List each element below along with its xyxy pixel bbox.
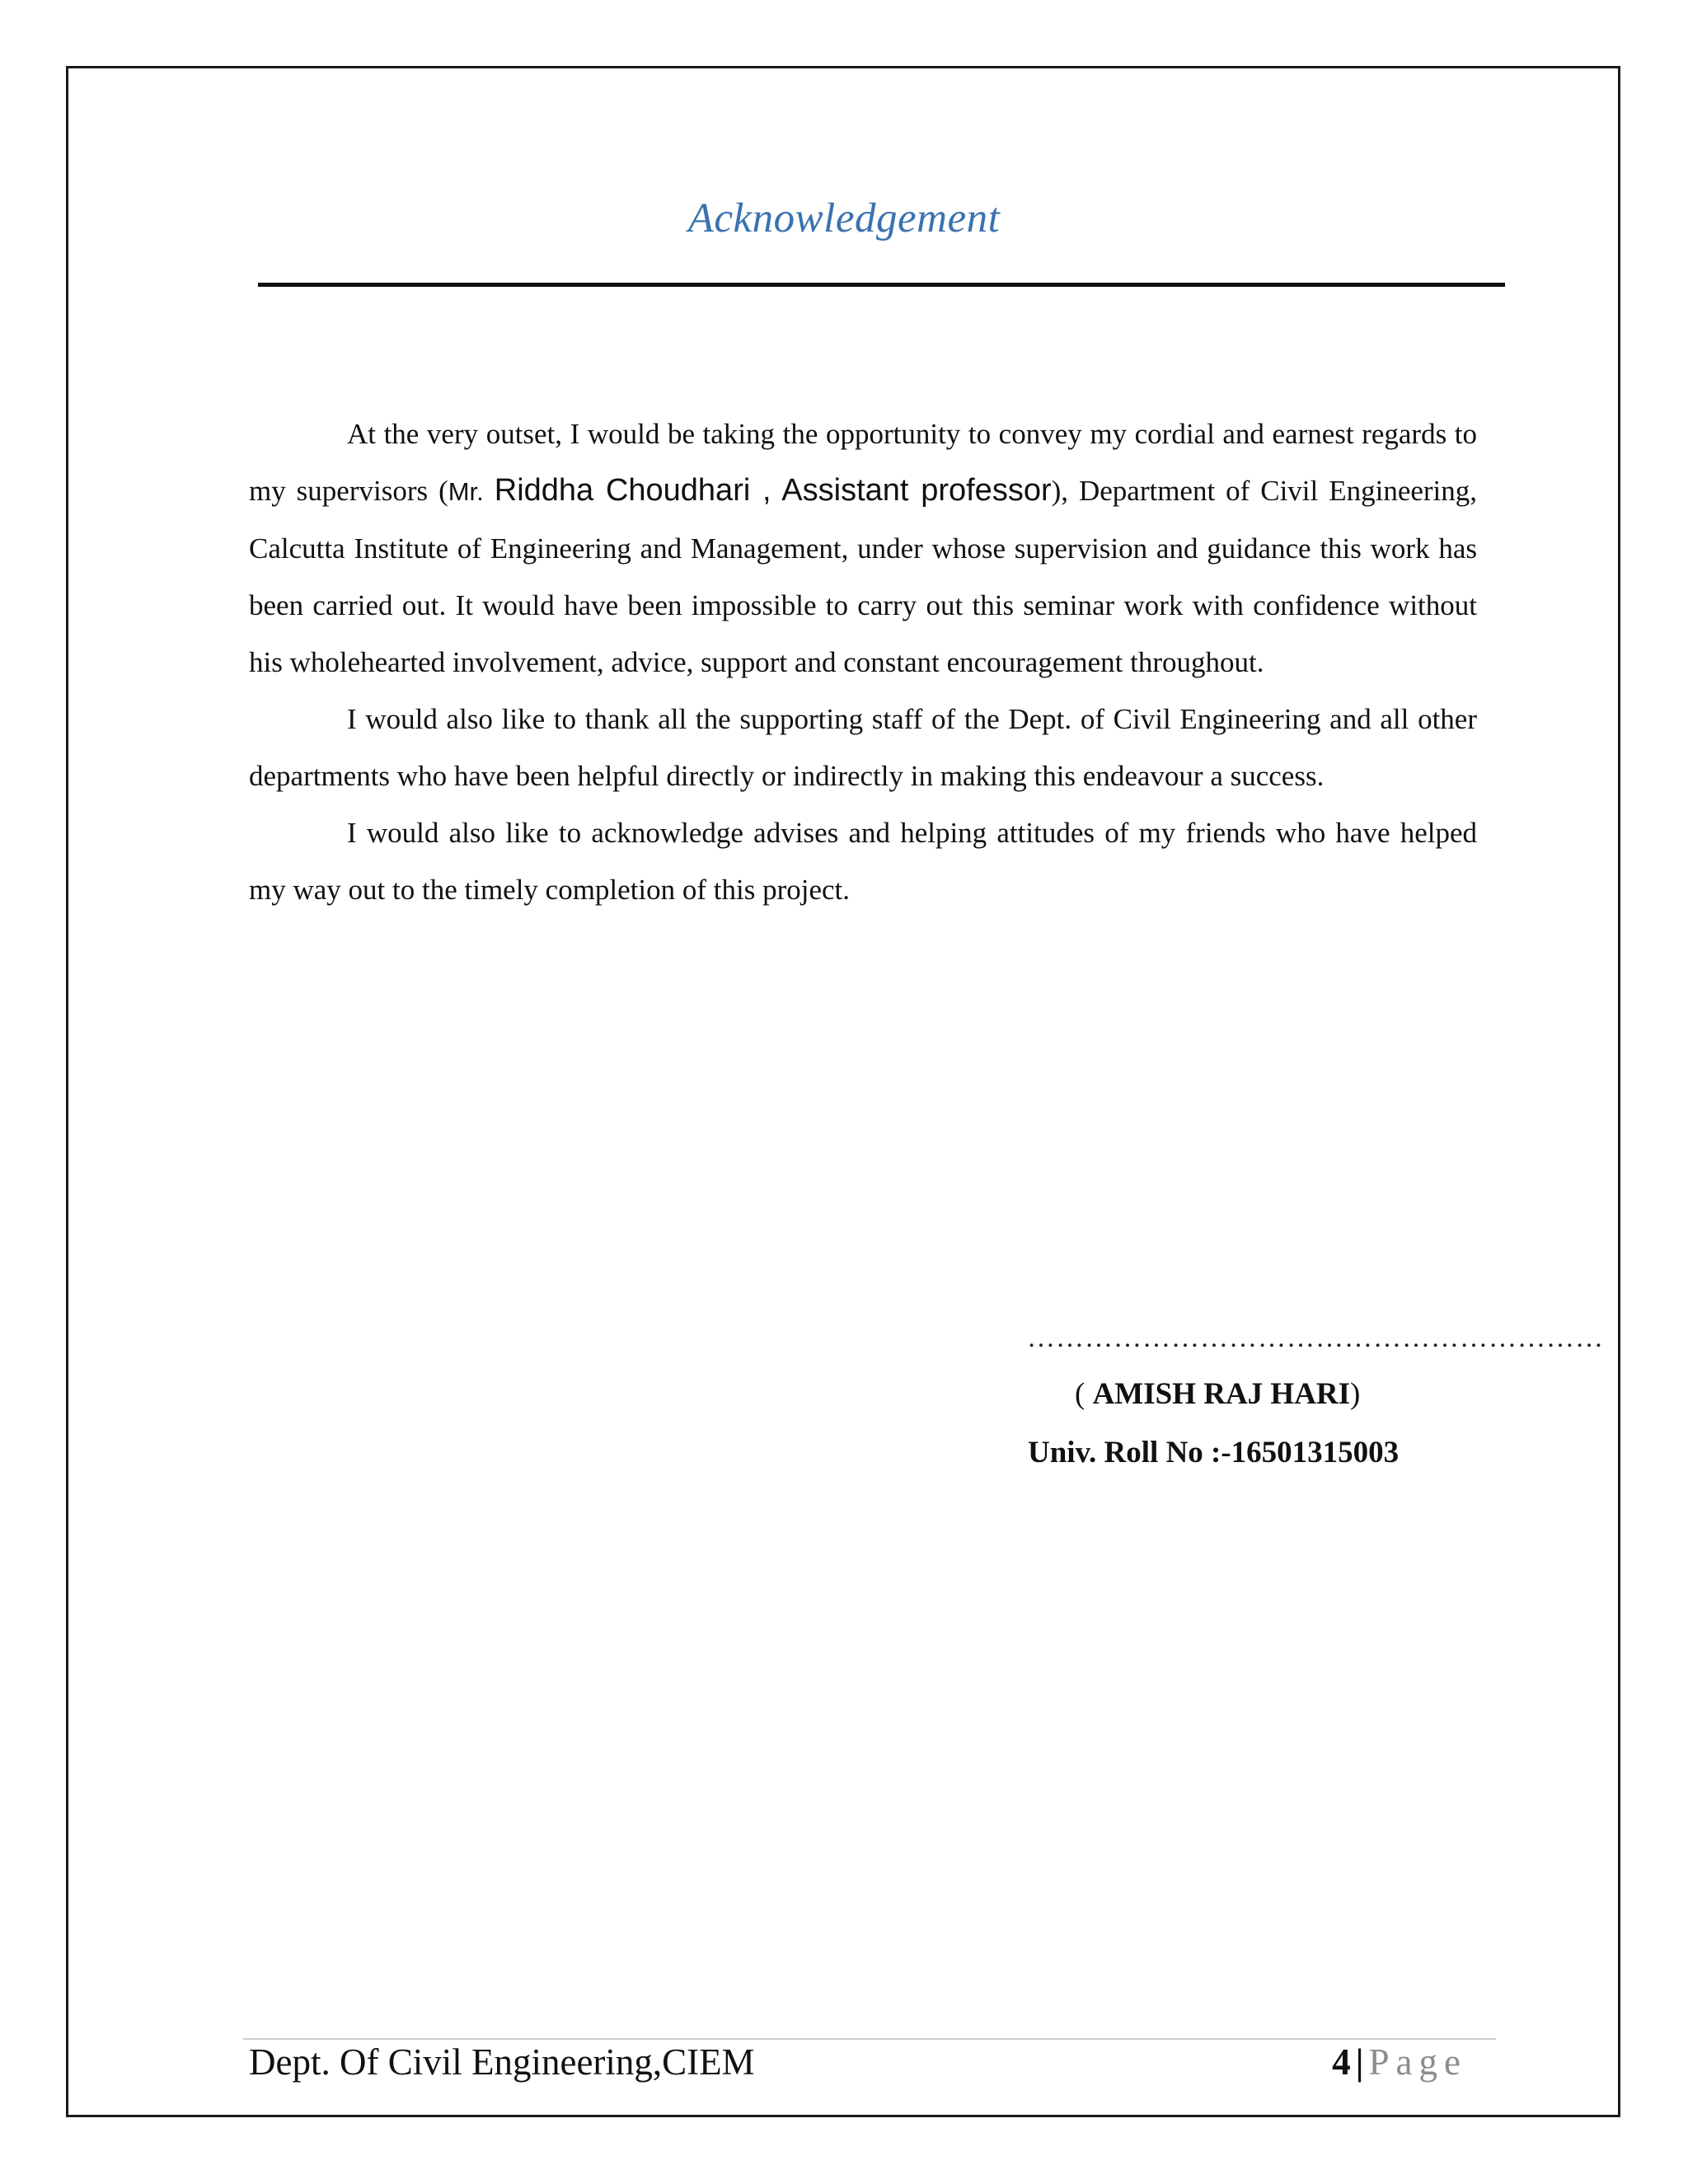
page-separator: | <box>1355 2041 1364 2083</box>
page-number: 4 <box>1332 2041 1351 2083</box>
title-underline <box>258 283 1505 287</box>
signatory-name-text: AMISH RAJ HARI <box>1092 1377 1351 1411</box>
paragraph-1-intro: At the very outset, I would be taking the opportunity to convey my cordial and earnest regards to my supervisors ( <box>249 418 1477 507</box>
paragraph-1-rest: ), Department of Civil Engineering, Calcutta Institute of Engineering and Management, under whose supervision and guidance this work has been carried out. It would have been impossible to carry out this seminar work with confidence without his wholehearted involvement, advice, support and constant encouragement throughout. <box>249 475 1478 678</box>
paragraph-3: I would also like to acknowledge advises and helping attitudes of my friends who have helped my way out to the timely completion of this project. <box>249 817 1477 906</box>
roll-number: Univ. Roll No :-16501315003 <box>1028 1436 1400 1469</box>
page-label: Page <box>1368 2041 1467 2083</box>
signatory-close-paren: ) <box>1350 1377 1361 1411</box>
footer-department: Dept. Of Civil Engineering,CIEM <box>249 2041 755 2083</box>
paragraph-2: I would also like to thank all the supporting staff of the Dept. of Civil Engineering and all other departments who have been helpful directly or indirectly in making this endeavour a success. <box>249 703 1477 792</box>
signatory-name <box>1075 1376 1360 1412</box>
supervisor-title: Mr. <box>448 477 484 506</box>
footer-divider <box>243 2038 1496 2040</box>
signatory-open-paren: ( <box>1075 1377 1093 1411</box>
signature-line: …………………………………………………… <box>1027 1323 1604 1353</box>
paragraph-1 <box>249 405 1477 691</box>
page-title: Acknowledgement <box>687 195 1001 241</box>
supervisor-name: Riddha Choudhari , Assistant professor <box>494 473 1052 508</box>
acknowledgement-body <box>249 405 1477 918</box>
page-border <box>66 66 1620 2117</box>
footer-page-indicator <box>1332 2041 1467 2083</box>
